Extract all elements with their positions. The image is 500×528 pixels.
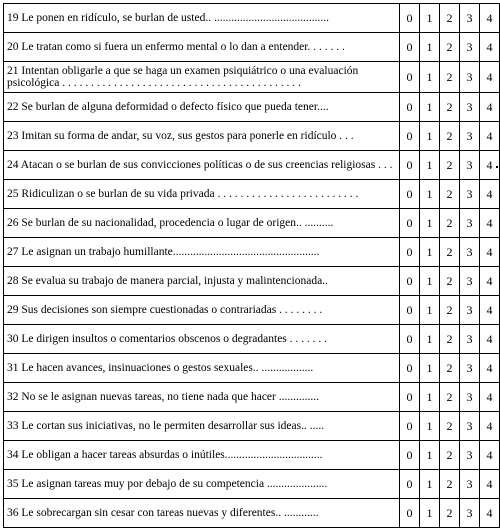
scale-option-2[interactable]: 2 [440, 325, 460, 354]
question-text: 36 Le sobrecargan sin cesar con tareas nuevas y diferentes.. ............ [4, 499, 400, 528]
question-text: 33 Le cortan sus iniciativas, no le permiten desarrollar sus ideas.. ..... [4, 412, 400, 441]
question-row [4, 238, 500, 267]
scale-option-2[interactable]: 2 [440, 470, 460, 499]
question-text: 28 Se evalua su trabajo de manera parcial, injusta y malintencionada.. [4, 267, 400, 296]
scale-option-2[interactable]: 2 [440, 383, 460, 412]
scale-option-3[interactable]: 3 [460, 238, 480, 267]
scale-option-1[interactable]: 1 [420, 354, 440, 383]
scale-option-2[interactable]: 2 [440, 441, 460, 470]
question-row [4, 383, 500, 412]
scale-option-2[interactable]: 2 [440, 62, 460, 93]
scale-option-4[interactable]: 4 [480, 412, 500, 441]
scale-option-1[interactable]: 1 [420, 441, 440, 470]
scale-option-0[interactable]: 0 [400, 238, 420, 267]
scale-option-4[interactable]: 4 [480, 441, 500, 470]
question-row [4, 180, 500, 209]
question-text: 21 Intentan obligarle a que se haga un examen psiquiátrico o una evaluación psicológica . . . . . . . . . . . . . . . . . . . . . . . . . . . . . . . . . . . . . . . . . . [4, 62, 400, 93]
question-row [4, 499, 500, 528]
scale-option-0[interactable]: 0 [400, 33, 420, 62]
scale-option-3[interactable]: 3 [460, 180, 480, 209]
question-text: 31 Le hacen avances, insinuaciones o gestos sexuales.. .................. [4, 354, 400, 383]
scale-option-3[interactable]: 3 [460, 354, 480, 383]
scale-option-4[interactable]: 4 [480, 93, 500, 122]
scale-option-1[interactable]: 1 [420, 93, 440, 122]
question-row [4, 470, 500, 499]
question-text: 24 Atacan o se burlan de sus convicciones políticas o de sus creencias religiosas . . . [4, 151, 400, 180]
scale-option-0[interactable]: 0 [400, 151, 420, 180]
question-row [4, 209, 500, 238]
scale-option-3[interactable]: 3 [460, 151, 480, 180]
scale-option-0[interactable]: 0 [400, 296, 420, 325]
scale-option-3[interactable]: 3 [460, 62, 480, 93]
question-row [4, 151, 500, 180]
scale-option-4[interactable]: 4 [480, 325, 500, 354]
scale-option-2[interactable]: 2 [440, 267, 460, 296]
question-row [4, 122, 500, 151]
scale-option-4[interactable]: 4 [480, 499, 500, 528]
scale-option-0[interactable]: 0 [400, 122, 420, 151]
scale-option-4[interactable]: 4 [480, 62, 500, 93]
scale-option-2[interactable]: 2 [440, 238, 460, 267]
scale-option-1[interactable]: 1 [420, 325, 440, 354]
scale-option-0[interactable]: 0 [400, 412, 420, 441]
scale-option-0[interactable]: 0 [400, 93, 420, 122]
question-text: 25 Ridiculizan o se burlan de su vida privada . . . . . . . . . . . . . . . . . . . . . . . . . [4, 180, 400, 209]
scale-option-4[interactable]: 4 [480, 238, 500, 267]
margin-mark [496, 166, 498, 168]
scale-option-2[interactable]: 2 [440, 4, 460, 33]
scale-option-4[interactable]: 4 [480, 383, 500, 412]
scale-option-4[interactable]: 4 [480, 4, 500, 33]
question-text: 32 No se le asignan nuevas tareas, no tiene nada que hacer .............. [4, 383, 400, 412]
scale-option-0[interactable]: 0 [400, 267, 420, 296]
scale-option-0[interactable]: 0 [400, 4, 420, 33]
scale-option-0[interactable]: 0 [400, 499, 420, 528]
scale-option-0[interactable]: 0 [400, 180, 420, 209]
scale-option-3[interactable]: 3 [460, 122, 480, 151]
scale-option-1[interactable]: 1 [420, 180, 440, 209]
scale-option-2[interactable]: 2 [440, 499, 460, 528]
scale-option-3[interactable]: 3 [460, 441, 480, 470]
scale-option-4[interactable]: 4 [480, 354, 500, 383]
scale-option-1[interactable]: 1 [420, 296, 440, 325]
scale-option-1[interactable]: 1 [420, 412, 440, 441]
scale-option-1[interactable]: 1 [420, 122, 440, 151]
scale-option-2[interactable]: 2 [440, 122, 460, 151]
question-row [4, 33, 500, 62]
scale-option-0[interactable]: 0 [400, 470, 420, 499]
scale-option-3[interactable]: 3 [460, 209, 480, 238]
scale-option-4[interactable]: 4 [480, 122, 500, 151]
scale-option-1[interactable]: 1 [420, 209, 440, 238]
scale-option-2[interactable]: 2 [440, 151, 460, 180]
scale-option-3[interactable]: 3 [460, 383, 480, 412]
question-text: 27 Le asignan un trabajo humillante................................................... [4, 238, 400, 267]
question-row [4, 441, 500, 470]
question-text: 22 Se burlan de alguna deformidad o defecto físico que pueda tener.... [4, 93, 400, 122]
scale-option-3[interactable]: 3 [460, 93, 480, 122]
scale-option-0[interactable]: 0 [400, 62, 420, 93]
scale-option-4[interactable]: 4 [480, 209, 500, 238]
scale-option-1[interactable]: 1 [420, 62, 440, 93]
scale-option-1[interactable]: 1 [420, 383, 440, 412]
scale-option-1[interactable]: 1 [420, 238, 440, 267]
scale-option-2[interactable]: 2 [440, 354, 460, 383]
scale-option-2[interactable]: 2 [440, 33, 460, 62]
scale-option-1[interactable]: 1 [420, 499, 440, 528]
scale-option-2[interactable]: 2 [440, 412, 460, 441]
scale-option-3[interactable]: 3 [460, 325, 480, 354]
scale-option-0[interactable]: 0 [400, 325, 420, 354]
scale-option-1[interactable]: 1 [420, 4, 440, 33]
scale-option-4[interactable]: 4 [480, 151, 500, 180]
scale-option-4[interactable]: 4 [480, 267, 500, 296]
scale-option-1[interactable]: 1 [420, 267, 440, 296]
question-row [4, 412, 500, 441]
question-text: 35 Le asignan tareas muy por debajo de su competencia ..................... [4, 470, 400, 499]
question-text: 20 Le tratan como si fuera un enfermo mental o lo dan a entender. . . . . . . [4, 33, 400, 62]
scale-option-1[interactable]: 1 [420, 151, 440, 180]
scale-option-2[interactable]: 2 [440, 180, 460, 209]
scale-option-0[interactable]: 0 [400, 441, 420, 470]
question-text: 34 Le obligan a hacer tareas absurdas o inútiles.................................. [4, 441, 400, 470]
scale-option-3[interactable]: 3 [460, 267, 480, 296]
scale-option-3[interactable]: 3 [460, 296, 480, 325]
questionnaire-rows [4, 4, 500, 528]
questionnaire-table [3, 3, 500, 528]
scale-option-4[interactable]: 4 [480, 296, 500, 325]
question-text: 29 Sus decisiones son siempre cuestionadas o contrariadas . . . . . . . . [4, 296, 400, 325]
scale-option-2[interactable]: 2 [440, 93, 460, 122]
question-row [4, 296, 500, 325]
scale-option-0[interactable]: 0 [400, 383, 420, 412]
question-row [4, 93, 500, 122]
scale-option-2[interactable]: 2 [440, 209, 460, 238]
scale-option-3[interactable]: 3 [460, 499, 480, 528]
question-row [4, 267, 500, 296]
question-row [4, 325, 500, 354]
scale-option-4[interactable]: 4 [480, 180, 500, 209]
scale-option-4[interactable]: 4 [480, 33, 500, 62]
scale-option-3[interactable]: 3 [460, 470, 480, 499]
scale-option-3[interactable]: 3 [460, 33, 480, 62]
question-row [4, 4, 500, 33]
question-row [4, 354, 500, 383]
question-row [4, 62, 500, 93]
question-text: 26 Se burlan de su nacionalidad, procedencia o lugar de origen.. .......... [4, 209, 400, 238]
scale-option-3[interactable]: 3 [460, 4, 480, 33]
scale-option-3[interactable]: 3 [460, 412, 480, 441]
scale-option-1[interactable]: 1 [420, 33, 440, 62]
scale-option-0[interactable]: 0 [400, 209, 420, 238]
scale-option-2[interactable]: 2 [440, 296, 460, 325]
question-text: 19 Le ponen en ridículo, se burlan de usted.. ........................................ [4, 4, 400, 33]
question-text: 23 Imitan su forma de andar, su voz, sus gestos para ponerle en ridículo . . . [4, 122, 400, 151]
scale-option-1[interactable]: 1 [420, 470, 440, 499]
question-text: 30 Le dirigen insultos o comentarios obscenos o degradantes . . . . . . . [4, 325, 400, 354]
scale-option-0[interactable]: 0 [400, 354, 420, 383]
scale-option-4[interactable]: 4 [480, 470, 500, 499]
